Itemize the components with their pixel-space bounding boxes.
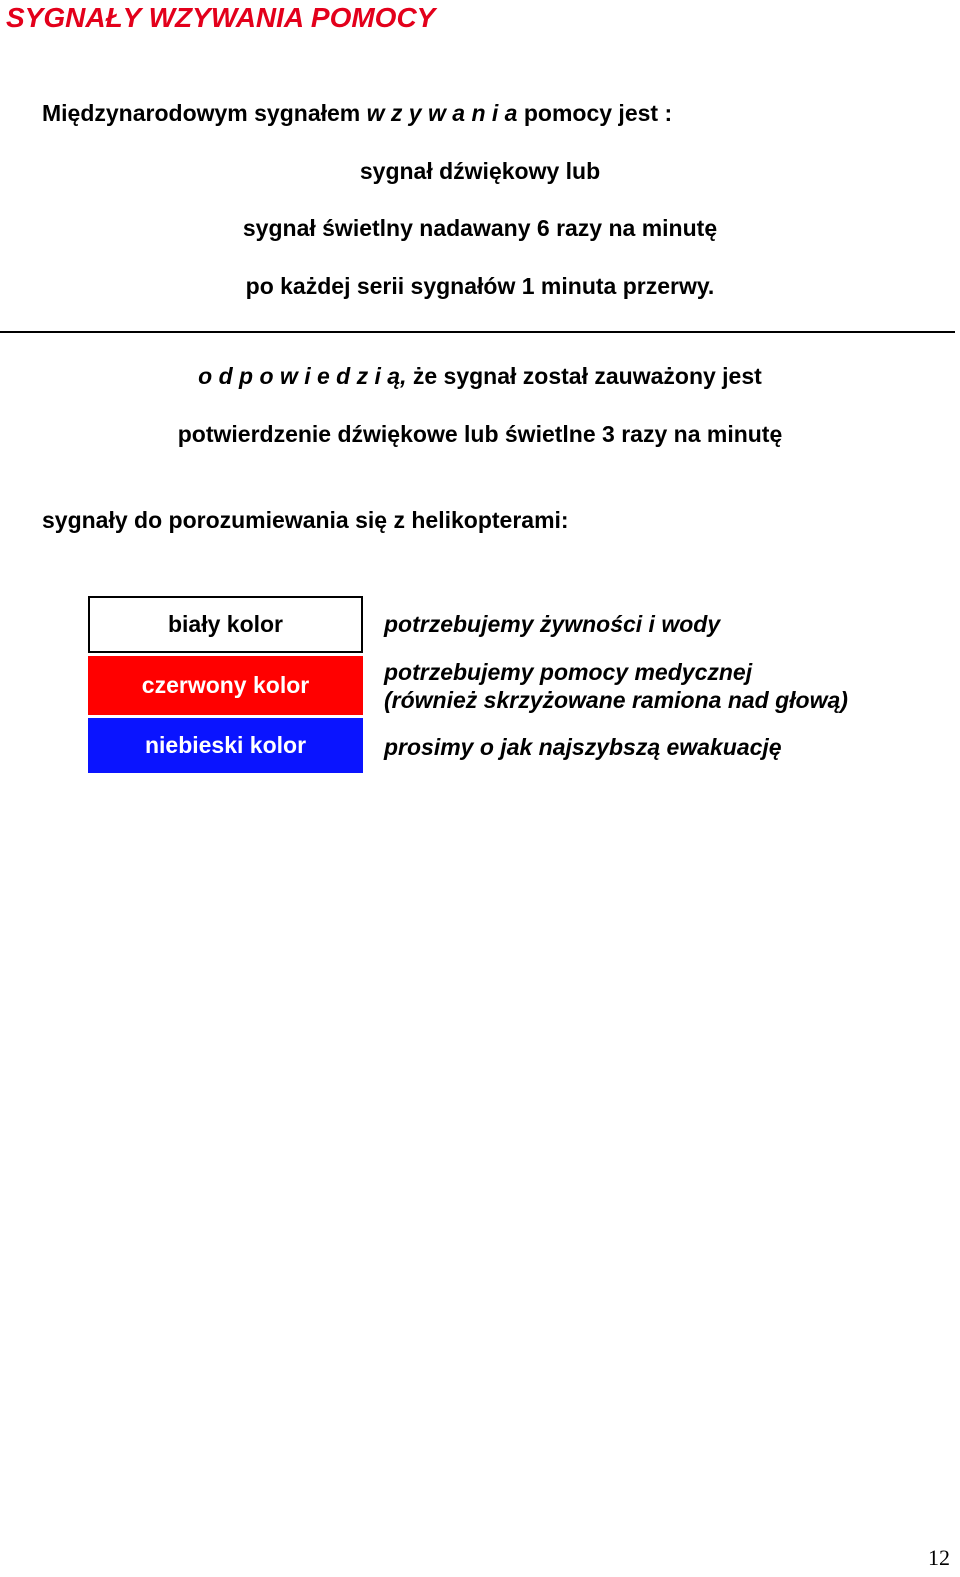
response-emphasis: o d p o w i e d z i ą,	[198, 363, 407, 389]
divider-line	[0, 331, 955, 333]
red-color-label: czerwony kolor	[141, 672, 310, 698]
page-title: SYGNAŁY WZYWANIA POMOCY	[6, 2, 436, 33]
blue-meaning: prosimy o jak najszybszą ewakuację	[384, 734, 782, 760]
red-meaning-note: (również skrzyżowane ramiona nad głową)	[384, 687, 848, 713]
intro-suffix: pomocy jest :	[517, 100, 673, 126]
response-line-1	[0, 363, 960, 390]
distress-line-1: sygnał dźwiękowy lub	[359, 158, 601, 184]
intro-line	[42, 100, 672, 127]
intro-prefix: Międzynarodowym sygnałem	[42, 100, 367, 126]
blue-color-label: niebieski kolor	[144, 732, 307, 758]
white-color-swatch	[88, 596, 363, 653]
white-meaning: potrzebujemy żywności i wody	[384, 611, 721, 637]
page-number: 12	[928, 1545, 950, 1570]
intro-emphasis: w z y w a n i a	[366, 100, 518, 126]
white-color-label: biały kolor	[167, 611, 284, 637]
helicopter-heading: sygnały do porozumiewania się z helikopterami:	[42, 507, 569, 533]
response-line-2: potwierdzenie dźwiękowe lub świetlne 3 razy na minutę	[177, 421, 783, 447]
red-color-swatch	[88, 656, 363, 715]
blue-color-swatch	[88, 718, 363, 773]
distress-line-2: sygnał świetlny nadawany 6 razy na minutę	[242, 215, 718, 241]
distress-line-3: po każdej serii sygnałów 1 minuta przerwy.	[245, 273, 715, 299]
red-meaning: potrzebujemy pomocy medycznej	[384, 659, 753, 685]
response-suffix: że sygnał został zauważony jest	[406, 363, 762, 389]
